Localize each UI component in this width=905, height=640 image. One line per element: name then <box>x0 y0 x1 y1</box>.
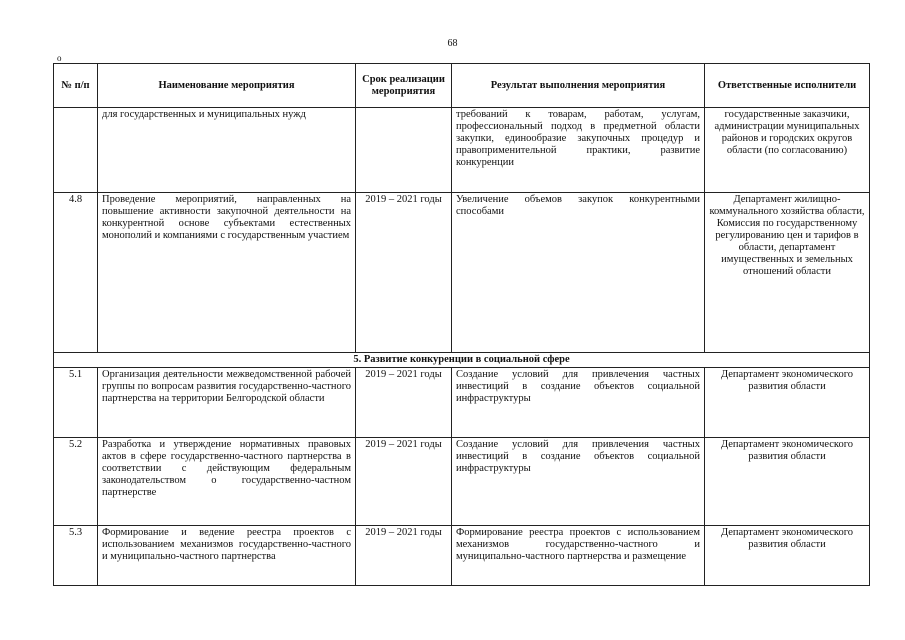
table-header-row <box>54 64 870 108</box>
table-row <box>54 368 870 438</box>
measures-table <box>53 63 870 586</box>
row-term: 2019 – 2021 годы <box>356 193 452 353</box>
row-name: Разработка и утверждение нормативных правовых актов в сфере государственно-частного партнерства в соответствии с действующим федеральным законодательством о государственно-частном партнерстве <box>98 438 356 526</box>
row-term: 2019 – 2021 годы <box>356 438 452 526</box>
row-executors: государственные заказчики, администрации муниципальных районов и городских округов области (по согласованию) <box>705 108 870 193</box>
row-name: Формирование и ведение реестра проектов с использованием механизмов государственно-частного и муниципально-частного партнерства <box>98 526 356 586</box>
row-result: Формирование реестра проектов с использованием механизмов государственно-частного и муниципально-частного партнерства и размещение <box>452 526 705 586</box>
row-result: требований к товарам, работам, услугам, профессиональный подход в предметной области закупки, единообразие закупочных процедур и правоприменительной практики, развитие конкуренции <box>452 108 705 193</box>
row-term: 2019 – 2021 годы <box>356 526 452 586</box>
table-row <box>54 526 870 586</box>
row-number <box>54 108 98 193</box>
row-number: 5.1 <box>54 368 98 438</box>
row-term: 2019 – 2021 годы <box>356 368 452 438</box>
section-row <box>54 353 870 368</box>
table-row <box>54 193 870 353</box>
row-executors: Департамент экономического развития области <box>705 368 870 438</box>
row-executors: Департамент экономического развития области <box>705 438 870 526</box>
header-term: Срок реализации мероприятия <box>356 64 452 108</box>
table-row <box>54 108 870 193</box>
row-executors: Департамент жилищно-коммунального хозяйства области, Комиссия по государственному регулированию цен и тарифов в области, департамент имущественных и земельных отношений области <box>705 193 870 353</box>
row-executors: Департамент экономического развития области <box>705 526 870 586</box>
header-number: № п/п <box>54 64 98 108</box>
row-term <box>356 108 452 193</box>
row-result: Создание условий для привлечения частных инвестиций в создание объектов социальной инфраструктуры <box>452 438 705 526</box>
row-number: 4.8 <box>54 193 98 353</box>
header-name: Наименование мероприятия <box>98 64 356 108</box>
section-title: 5. Развитие конкуренции в социальной сфере <box>54 353 870 368</box>
row-name: для государственных и муниципальных нужд <box>98 108 356 193</box>
row-name: Проведение мероприятий, направленных на повышение активности закупочной деятельности на конкурентной основе субъектами естественных монополий и компаниями с государственным участием <box>98 193 356 353</box>
header-result: Результат выполнения мероприятия <box>452 64 705 108</box>
header-executors: Ответственные исполнители <box>705 64 870 108</box>
table-row <box>54 438 870 526</box>
row-result: Создание условий для привлечения частных инвестиций в создание объектов социальной инфраструктуры <box>452 368 705 438</box>
row-number: 5.3 <box>54 526 98 586</box>
corner-mark: о <box>57 53 62 63</box>
row-result: Увеличение объемов закупок конкурентными способами <box>452 193 705 353</box>
page-number: 68 <box>447 38 458 49</box>
row-name: Организация деятельности межведомственной рабочей группы по вопросам развития государственно-частного партнерства на территории Белгородской области <box>98 368 356 438</box>
row-number: 5.2 <box>54 438 98 526</box>
